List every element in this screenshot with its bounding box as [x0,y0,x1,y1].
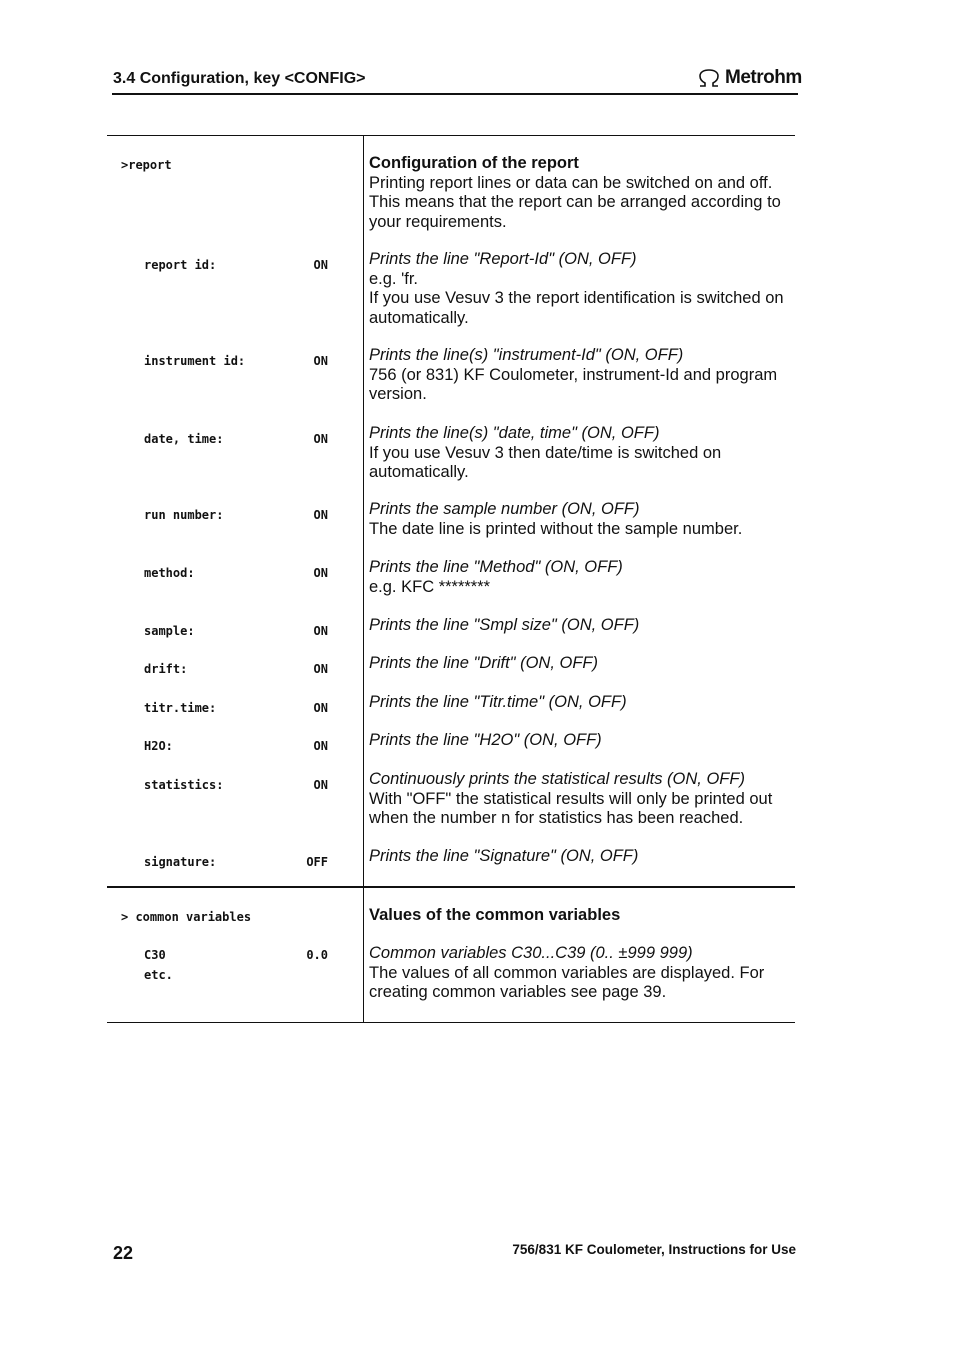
setting-description-line: 756 (or 831) KF Coulometer, instrument-Id and program version. [369,365,778,403]
setting-description-italic: Prints the line "Smpl size" (ON, OFF) [369,616,640,634]
setting-description [369,346,789,405]
setting-label: sample: [144,624,195,638]
setting-value: ON [313,432,328,446]
setting-description-line: With "OFF" the statistical results will only be printed out when the number n for statistics has been reached. [369,789,773,827]
setting-label: date, time: [144,432,224,446]
setting-label: report id: [144,258,217,272]
common-menu-label: > common variables [121,910,252,924]
setting-description-italic: Prints the line(s) "instrument-Id" (ON, OFF) [369,346,684,364]
setting-label: method: [144,566,195,580]
setting-description-line: If you use Vesuv 3 the report identification is switched on automatically. [369,289,784,327]
setting-value: OFF [306,855,328,869]
setting-description [369,770,789,829]
setting-label: H2O: [144,739,173,753]
brand-name: Metrohm [725,67,802,88]
setting-label: titr.time: [144,701,217,715]
common-variable-value: 0.0 [306,948,328,962]
report-intro: Printing report lines or data can be switched on and off. This means that the report can be arranged according to your requirements. [369,173,781,231]
setting-description-italic: Prints the line "Method" (ON, OFF) [369,558,623,576]
table-top-rule [107,135,795,136]
setting-label: signature: [144,855,217,869]
setting-description-line: The date line is printed without the sample number. [369,519,743,538]
setting-label: instrument id: [144,354,246,368]
common-description-italic: Common variables C30...C39 (0.. ±999 999) [369,944,693,962]
setting-description-italic: Prints the line "Drift" (ON, OFF) [369,654,598,672]
setting-description-italic: Prints the line "Titr.time" (ON, OFF) [369,693,627,711]
setting-description-line: e.g. KFC ******** [369,577,491,596]
setting-value: ON [313,566,328,580]
setting-label: drift: [144,662,188,676]
setting-value: ON [313,354,328,368]
document-title: 756/831 KF Coulometer, Instructions for Use [512,1242,796,1257]
omega-icon [697,68,721,88]
setting-description [369,847,789,867]
setting-value: ON [313,258,328,272]
report-description [369,154,789,232]
setting-description-italic: Continuously prints the statistical results (ON, OFF) [369,770,745,788]
setting-description-italic: Prints the sample number (ON, OFF) [369,500,640,518]
setting-value: ON [313,624,328,638]
setting-description [369,654,789,674]
common-variable-label: C30 [144,948,166,962]
setting-description [369,250,789,328]
report-heading: Configuration of the report [369,154,579,172]
table-middle-rule [107,886,795,888]
setting-description-italic: Prints the line(s) "date, time" (ON, OFF) [369,424,660,442]
setting-description [369,500,789,539]
report-menu-label: >report [121,158,172,172]
header-rule [112,93,798,95]
setting-description-italic: Prints the line "H2O" (ON, OFF) [369,731,602,749]
setting-label: statistics: [144,778,224,792]
common-description-text: The values of all common variables are displayed. For creating common variables see page 39. [369,963,765,1001]
setting-description-italic: Prints the line "Report-Id" (ON, OFF) [369,250,637,268]
setting-description-italic: Prints the line "Signature" (ON, OFF) [369,847,639,865]
setting-description [369,731,789,751]
setting-label: run number: [144,508,224,522]
common-description [369,944,789,1003]
section-title: 3.4 Configuration, key <CONFIG> [113,70,366,87]
setting-value: ON [313,508,328,522]
setting-description [369,693,789,713]
table-bottom-rule [107,1022,795,1023]
setting-description [369,616,789,636]
table-column-divider [363,135,364,1023]
common-variable-etc: etc. [144,968,173,982]
page-number: 22 [113,1243,134,1263]
setting-description [369,558,789,597]
setting-value: ON [313,778,328,792]
common-heading: Values of the common variables [369,906,621,924]
setting-value: ON [313,701,328,715]
setting-value: ON [313,662,328,676]
setting-description-line: e.g. 'fr. [369,269,419,288]
setting-description-line: If you use Vesuv 3 then date/time is switched on automatically. [369,443,722,481]
setting-value: ON [313,739,328,753]
setting-description [369,424,789,483]
brand-logo [697,67,802,89]
